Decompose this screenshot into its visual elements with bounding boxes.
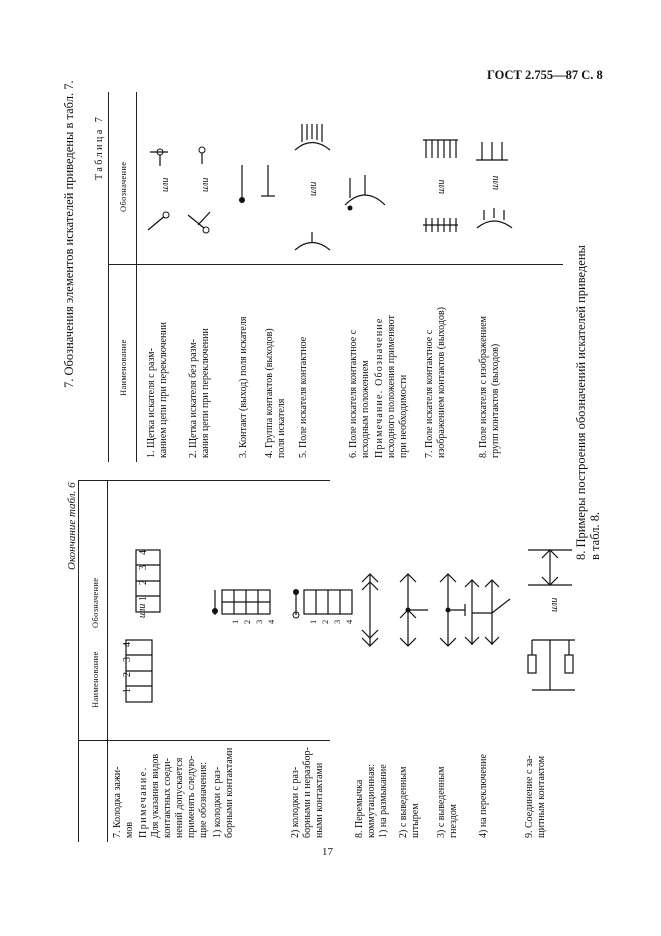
or-label: или bbox=[436, 179, 447, 194]
section-7-title: 7. Обозначения элементов искателей приведены в табл. 7. bbox=[62, 80, 76, 388]
or-label: или bbox=[549, 597, 560, 612]
contact-group-symbol bbox=[258, 160, 278, 210]
or-label: или bbox=[490, 175, 501, 190]
contact-field-groups-symbol bbox=[472, 130, 522, 250]
jumper-pin-symbol bbox=[393, 570, 433, 650]
left-table-caption: Окончание табл. 6 bbox=[66, 482, 78, 570]
or-label: или bbox=[308, 181, 319, 196]
section-8-text-line1: 8. Примеры построения обозначений искателей приведены bbox=[574, 245, 588, 560]
right-row-5: 5. Поле искателя контактное bbox=[298, 336, 309, 458]
jumper-open-symbol bbox=[355, 570, 385, 650]
left-col-name-header: Наименование bbox=[90, 651, 100, 708]
terminal-block-symbol bbox=[120, 540, 160, 740]
protective-contact-connection-symbol bbox=[520, 540, 580, 700]
contact-field-home-symbol bbox=[340, 170, 400, 230]
page-number: 17 bbox=[322, 846, 333, 858]
right-row-3: 3. Контакт (выход) поля искателя bbox=[238, 316, 249, 458]
right-col-symbol-header: Обозначение bbox=[118, 161, 128, 212]
table-7-label: Таблица 7 bbox=[94, 114, 105, 180]
terminal-block-mixed-symbol bbox=[286, 585, 356, 635]
contact-output-symbol bbox=[232, 160, 252, 210]
or-label: или bbox=[200, 177, 211, 192]
page-header: ГОСТ 2.755—87 С. 8 bbox=[487, 68, 603, 82]
section-8-text-line2: в табл. 8. bbox=[588, 511, 602, 560]
or-label: или bbox=[160, 177, 171, 192]
jumper-changeover-symbol bbox=[462, 575, 522, 655]
left-col-symbol-header: Обозначение bbox=[90, 577, 100, 628]
right-col-name-header: Наименование bbox=[118, 339, 128, 396]
left-row-8-4: 4) на переключение bbox=[478, 754, 489, 838]
or-label: или bbox=[137, 603, 148, 618]
